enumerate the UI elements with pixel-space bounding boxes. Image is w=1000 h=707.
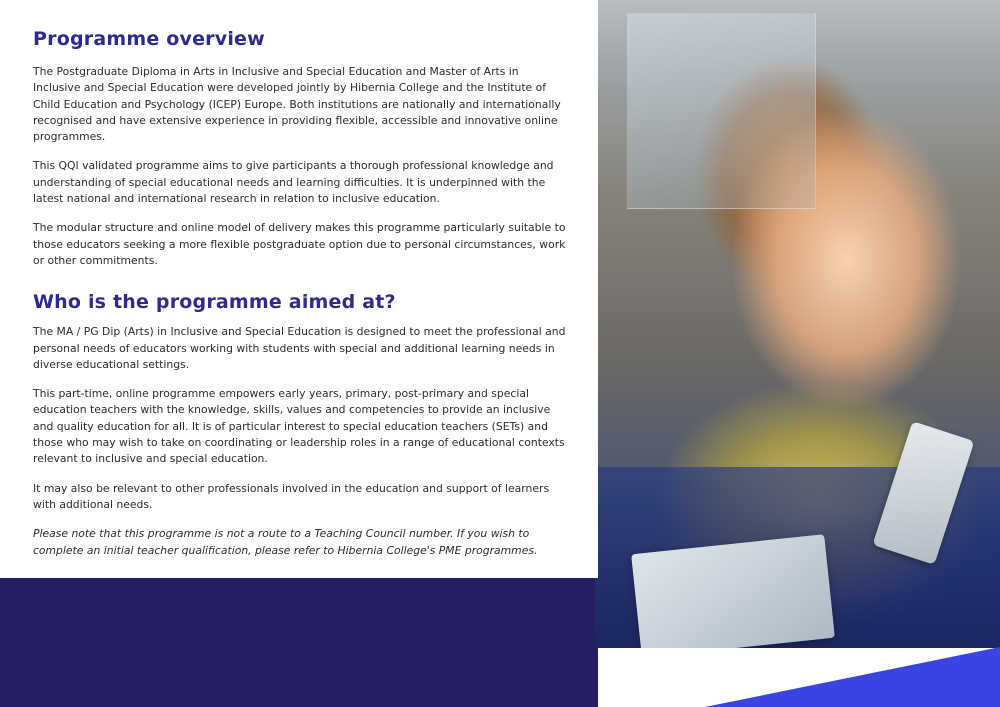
paragraph-overview-3: The modular structure and online model of delivery makes this programme particularly suitable to those educators seeking a more flexible postgraduate option due to personal circumstances, work or other commitments. [33, 221, 566, 267]
photo-image [595, 0, 1000, 648]
photo-tablet-region [631, 534, 835, 648]
paragraph-audience-1: The MA / PG Dip (Arts) in Inclusive and Special Education is designed to meet the professional and personal needs of educators working with students with special and additional learning needs in diverse educational settings. [33, 325, 566, 371]
paragraph-audience-2: This part-time, online programme empowers early years, primary, post-primary and special education teachers with the knowledge, skills, values and competencies to provide an inclusive and quality education for all. It is of particular interest to special education teachers (SETs) and those who may wish to take on coordinating or leadership roles in a range of educational contexts relevant to inclusive and special education. [33, 387, 565, 466]
paragraph-overview-1: The Postgraduate Diploma in Arts in Inclusive and Special Education and Master of Arts in Inclusive and Special Education were developed jointly by Hibernia College and the Institute of Child Education and Psychology (ICEP) Europe. Both institutions are nationally and internationally recognised and have extensive experience in providing flexible, accessible and innovative online programmes. [33, 65, 561, 144]
paragraph-audience-3: It may also be relevant to other professionals involved in the education and support of learners with additional needs. [33, 481, 550, 511]
paragraph-audience-note: Please note that this programme is not a route to a Teaching Council number. If you wish to complete an initial teacher qualification, please refer to Hibernia College's PME programmes. [33, 527, 538, 557]
paragraph-overview-2: This QQI validated programme aims to give participants a thorough professional knowledge and understanding of special educational needs and learning difficulties. It is underpinned with the latest national and international research in relation to inclusive education. [33, 159, 554, 206]
accent-triangle [595, 647, 1000, 707]
photo-window-region [627, 13, 815, 209]
section-heading-programme-overview: Programme overview [33, 28, 265, 50]
bottom-color-band [0, 578, 598, 707]
feature-photo [595, 0, 1000, 648]
section-heading-who-is-it-aimed-at: Who is the programme aimed at? [33, 291, 396, 314]
content-column [0, 0, 598, 578]
